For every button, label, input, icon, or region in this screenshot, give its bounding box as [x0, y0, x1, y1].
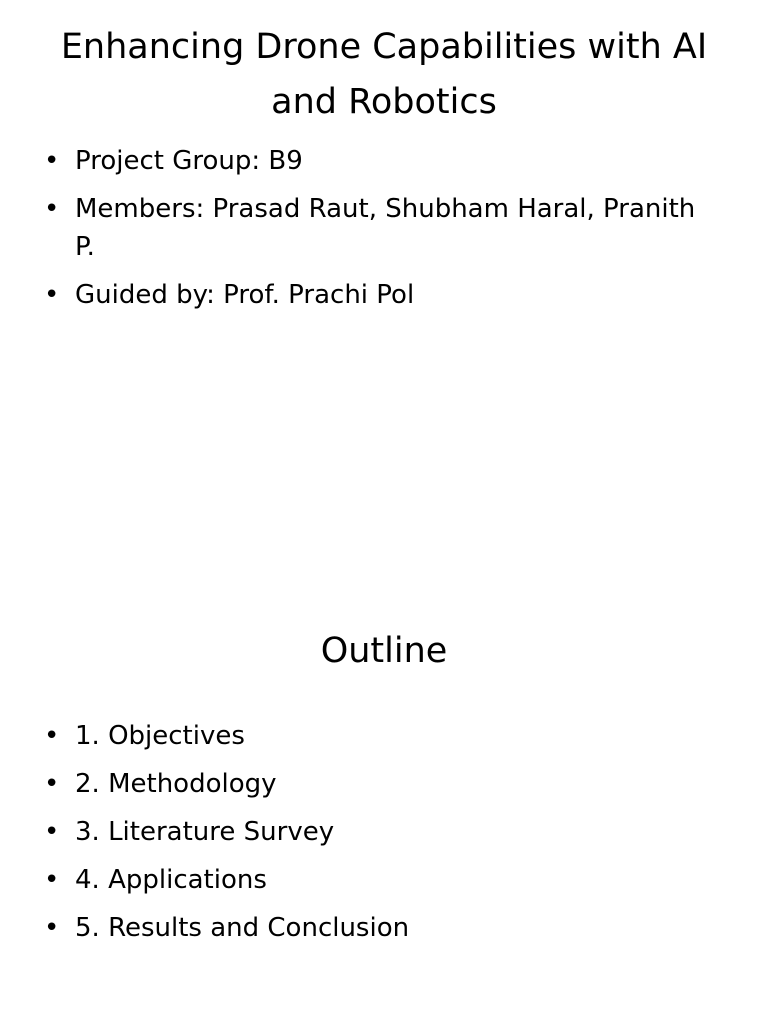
- list-item-text: 1. Objectives: [75, 721, 245, 751]
- bullet-icon: •: [44, 721, 60, 751]
- list-item-text: Members: Prasad Raut, Shubham Haral, Pranith P.: [75, 194, 696, 262]
- list-item-text: 4. Applications: [75, 865, 267, 895]
- bullet-icon: •: [44, 817, 60, 847]
- list-item-text: Guided by: Prof. Prachi Pol: [75, 280, 415, 310]
- bullet-icon: •: [44, 194, 60, 224]
- outline-slide: [0, 512, 768, 1024]
- outline-list: [44, 717, 704, 957]
- list-item-text: 2. Methodology: [75, 769, 277, 799]
- list-item-project-group: [44, 142, 704, 180]
- list-item-members: [44, 190, 704, 266]
- list-item-applications: [44, 861, 704, 899]
- list-item-literature-survey: [44, 813, 704, 851]
- bullet-icon: •: [44, 280, 60, 310]
- bullet-icon: •: [44, 769, 60, 799]
- bullet-icon: •: [44, 146, 60, 176]
- list-item-methodology: [44, 765, 704, 803]
- list-item-results-conclusion: [44, 909, 704, 947]
- slide-title: Enhancing Drone Capabilities with AI and Robotics: [60, 27, 708, 122]
- list-item-text: 3. Literature Survey: [75, 817, 335, 847]
- list-item-guide: [44, 276, 704, 314]
- details-list: [44, 142, 704, 324]
- bullet-icon: •: [44, 913, 60, 943]
- bullet-icon: •: [44, 865, 60, 895]
- list-item-text: 5. Results and Conclusion: [75, 913, 410, 943]
- list-item-text: Project Group: B9: [75, 146, 303, 176]
- slide-title: Outline: [320, 631, 448, 671]
- list-item-objectives: [44, 717, 704, 755]
